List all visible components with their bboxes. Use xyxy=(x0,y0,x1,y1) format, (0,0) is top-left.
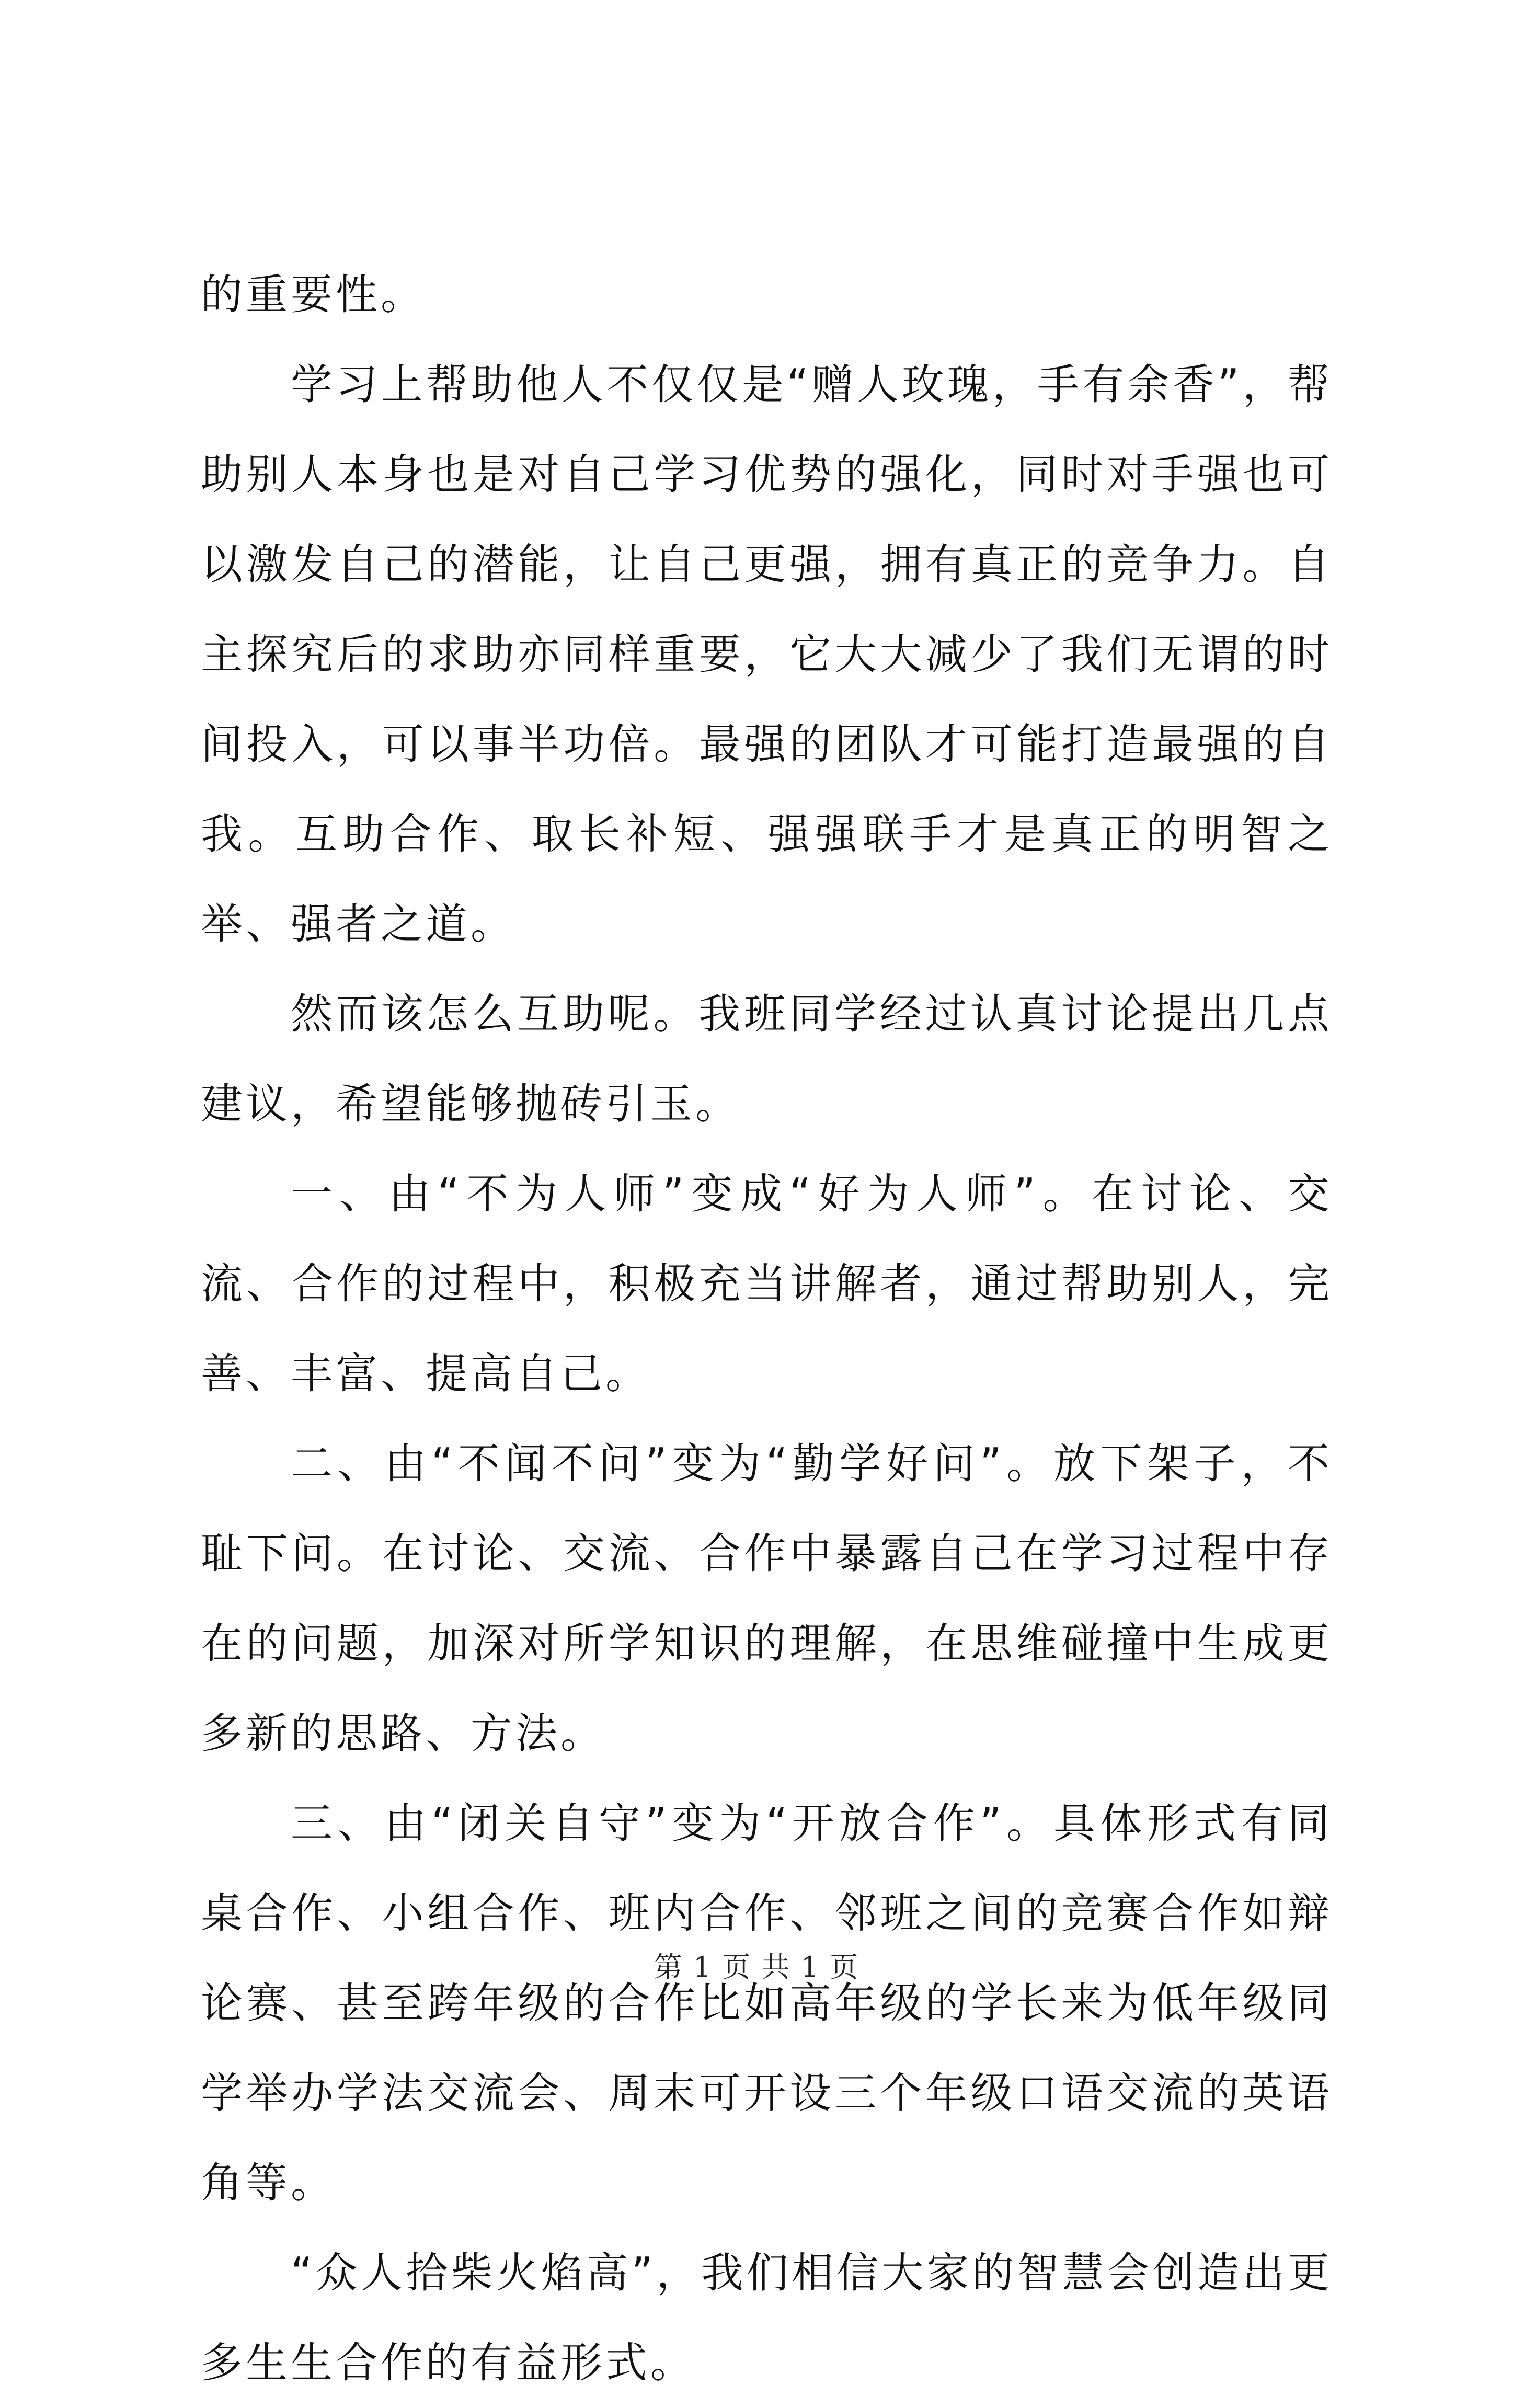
paragraph-4: 一、由“不为人师”变成“好为人师”。在讨论、交流、合作的过程中，积极充当讲解者，通过帮助别人，完善、丰富、提高自己。 xyxy=(201,1169,1333,1398)
paragraph-2: 学习上帮助他人不仅仅是“赠人玫瑰，手有余香”，帮助别人本身也是对自己学习优势的强化，同时对手强也可以激发自己的潜能，让自己更强，拥有真正的竞争力。自主探究后的求助亦同样重要，它大大减少了我们无谓的时间投入，可以事半功倍。最强的团队才可能打造最强的自我。互助合作、取长补短、强强联手才是真正的明智之举、强者之道。 xyxy=(201,360,1333,948)
paragraph-6: 三、由“闭关自守”变为“开放合作”。具体形式有同桌合作、小组合作、班内合作、邻班之间的竞赛合作如辩论赛、甚至跨年级的合作比如高年级的学长来为低年级同学举办学法交流会、周末可开设三个年级口语交流的英语角等。 xyxy=(201,1799,1333,2207)
paragraph-3: 然而该怎么互助呢。我班同学经过认真讨论提出几点建议，希望能够抛砖引玉。 xyxy=(201,990,1333,1128)
paragraph-7: “众人拾柴火焰高”，我们相信大家的智慧会创造出更多生生合作的有益形式。 xyxy=(201,2249,1333,2387)
paragraph-5: 二、由“不闻不问”变为“勤学好问”。放下架子，不耻下问。在讨论、交流、合作中暴露自己在学习过程中存在的问题，加深对所学知识的理解，在思维碰撞中生成更多新的思路、方法。 xyxy=(201,1439,1333,1758)
paragraph-1: 的重要性。 xyxy=(201,270,426,319)
page-number-footer: 第 1 页 共 1 页 xyxy=(654,1951,859,1983)
document-body xyxy=(201,250,1333,2408)
